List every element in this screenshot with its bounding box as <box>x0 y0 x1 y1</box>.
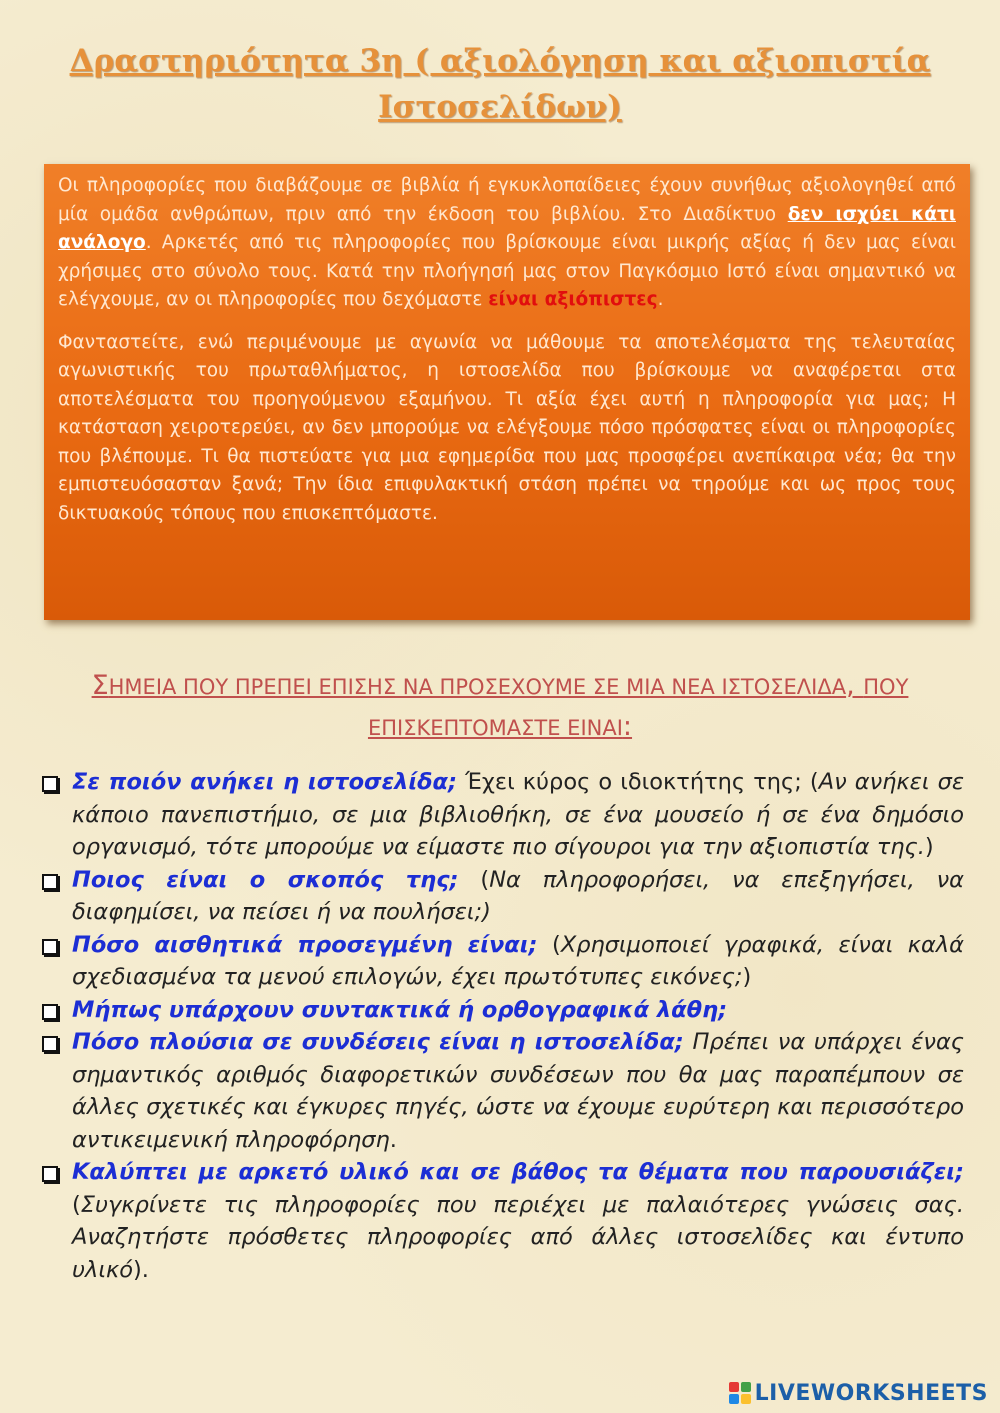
section-initial: Σ <box>91 670 109 701</box>
section-text: ΠΟΥ <box>863 675 909 699</box>
checkbox-bullet-icon <box>42 1036 58 1052</box>
item-question: Μήπως υπάρχουν συντακτικά ή ορθογραφικά λάθη; <box>72 996 728 1023</box>
list-item <box>40 1156 964 1286</box>
checkbox-bullet-icon <box>42 1004 58 1020</box>
list-item <box>40 1026 964 1156</box>
section-heading-line-1 <box>40 666 960 707</box>
item-text: . <box>389 1126 397 1153</box>
intro-paragraph-1 <box>58 172 956 315</box>
item-question: Πόσο αισθητικά προσεγμένη είναι; <box>72 931 538 958</box>
item-italic-text: Να πληροφορήσει, να επεξηγήσει, να διαφημίσει, να πείσει ή να πουλήσει;) <box>72 866 964 925</box>
item-italic-text: Χρησιμοποιεί γραφικά, είναι καλά σχεδιασμένα τα μενού επιλογών, έχει πρωτότυπες εικόνες; <box>72 931 965 990</box>
item-text: ( <box>72 1191 81 1218</box>
section-punct: , <box>846 670 864 701</box>
list-item <box>40 929 964 994</box>
intro-text: Οι πληροφορίες που διαβάζουμε σε βιβλία ή εγκυκλοπαίδειες έχουν συνήθως αξιολογηθεί από μία ομάδα ανθρώπων, πριν από την έκδοση του βιβλίου. Στο Διαδίκτυο <box>58 175 956 225</box>
item-italic-text: Πρέπει να υπάρχει ένας σημαντικός αριθμός διαφορετικών συνδέσεων που θα μας παραπέμπουν σε άλλες σχετικές και έγκυρες πηγές, ώστε να έχουμε ευρύτερη και περισσότερο αντικειμενική πληροφόρηση <box>72 1029 965 1153</box>
checkbox-bullet-icon <box>42 1166 58 1182</box>
item-text: Έχει κύρος ο ιδιοκτήτης της; ( <box>457 769 819 795</box>
item-text: ). <box>132 1256 149 1283</box>
item-question: Καλύπτει με αρκετό υλικό και σε βάθος τα θέματα που παρουσιάζει; <box>72 1159 964 1185</box>
section-text: ΗΜΕΙΑ ΠΟΥ ΠΡΕΠΕΙ ΕΠΙΣΗΣ ΝΑ ΠΡΟΣΕΧΟΥΜΕ ΣΕ ΜΙΑ ΝΕΑ ΙΣΤΟΣΕΛΙΔΑ <box>108 675 847 699</box>
item-text: ) <box>924 834 934 860</box>
item-text: ( <box>537 931 561 958</box>
intro-box <box>44 164 970 620</box>
intro-emphasis: δεν ισχύει κάτι ανάλογο <box>58 203 956 253</box>
checkbox-bullet-icon <box>42 874 58 890</box>
intro-text: . <box>657 289 664 310</box>
item-text: ) <box>742 964 752 990</box>
checkbox-bullet-icon <box>42 939 58 955</box>
criteria-list <box>40 766 964 1286</box>
brand-name: LIVEWORKSHEETS <box>754 1380 988 1406</box>
item-italic-text: Αν ανήκει σε κάποιο πανεπιστήμιο, σε μια βιβλιοθήκη, σε ένα μουσείο ή σε ένα δημόσιο οργανισμό, τότε μπορούμε να είμαστε πιο σίγουροι για την αξιοπιστία της. <box>72 769 964 860</box>
section-text: ΕΠΙΣΚΕΠΤΟΜΑΣΤΕ ΕΙΝΑΙ <box>367 716 623 740</box>
item-question: Πόσο πλούσια σε συνδέσεις είναι η ιστοσελίδα; <box>72 1029 684 1055</box>
section-heading-line-2 <box>40 707 960 748</box>
checkbox-bullet-icon <box>42 776 58 792</box>
item-question: Ποιος είναι ο σκοπός της; <box>72 866 459 893</box>
item-text: ( <box>458 866 490 893</box>
list-item <box>40 994 964 1027</box>
section-punct: : <box>622 711 633 742</box>
intro-paragraph-2: Φανταστείτε, ενώ περιμένουμε με αγωνία να μάθουμε τα αποτελέσματα της τελευταίας αγωνιστικής του πρωταθλήματος, η ιστοσελίδα που βρίσκουμε να αναφέρεται στα αποτελέσματα του προηγούμενου εξαμήνου. Τι αξία έχει αυτή η πληροφορία για μας; Η κατάσταση χειροτερεύει, αν δεν μπορούμε να ελέγξουμε πόσο πρόσφατες είναι οι πληροφορίες που βλέπουμε. Τι θα πιστεύατε για μια εφημερίδα που μας προσφέρει ανεπίκαιρα νέα; θα την εμπιστευόσασταν ξανά; Την ίδια επιφυλακτική στάση πρέπει να τηρούμε και ως προς τους δικτυακούς τόπους που επισκεπτόμαστε. <box>58 331 956 524</box>
list-item <box>40 766 964 864</box>
item-italic-text: Συγκρίνετε τις πληροφορίες που περιέχει με παλαιότερες γνώσεις σας. Αναζητήστε πρόσθετες πληροφορίες από άλλες ιστοσελίδες και έντυπο υλικό <box>72 1191 964 1283</box>
page-title: Δραστηριότητα 3η ( αξιολόγηση και αξιοπιστία Ιστοσελίδων) <box>69 43 931 125</box>
intro-text: . Αρκετές από τις πληροφορίες που βρίσκουμε είναι μικρής αξίας ή δεν μας είναι χρήσιμες στο σύνολο τους. Κατά την πλοήγησή μας στον Παγκόσμιο Ιστό είναι σημαντικό να ελέγχουμε, αν οι πληροφορίες που δεχόμαστε <box>58 232 956 310</box>
liveworksheets-logo[interactable] <box>729 1380 988 1406</box>
liveworksheets-logo-icon <box>729 1382 751 1404</box>
intro-red-emphasis: είναι αξιόπιστες <box>488 289 658 310</box>
item-question: Σε ποιόν ανήκει η ιστοσελίδα; <box>72 769 458 795</box>
section-heading <box>40 666 960 748</box>
list-item <box>40 864 964 929</box>
